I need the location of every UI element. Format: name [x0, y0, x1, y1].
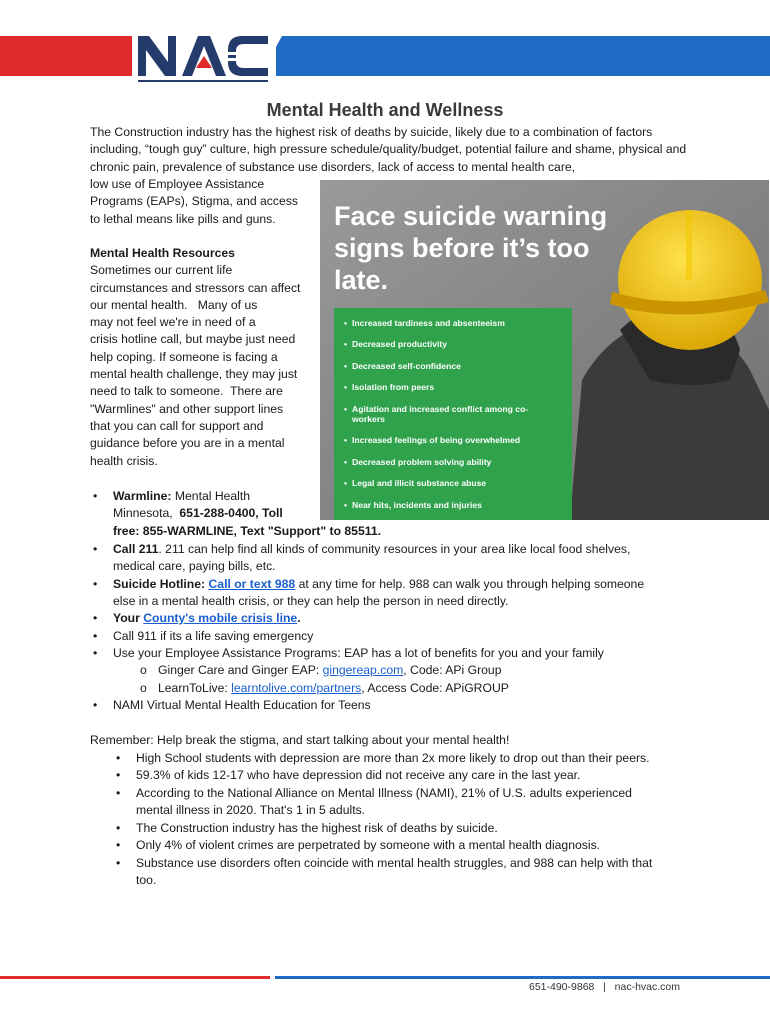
remember-heading: Remember: Help break the stigma, and start talking about your mental health!	[90, 733, 510, 747]
text-line: health crisis.	[90, 453, 158, 468]
footer-contact	[470, 981, 680, 993]
text: , Access Code: APiGROUP	[361, 681, 509, 695]
fact-item	[116, 855, 736, 890]
warning-sign-item: • Decreased productivity	[344, 339, 572, 349]
text-line: Sometimes our current life	[90, 263, 233, 278]
text: The Construction industry has the highest risk of deaths by suicide.	[136, 821, 498, 835]
warning-sign-item: • Increased tardiness and absenteeism	[344, 318, 572, 328]
poster-headline: Face suicide warning signs before it’s too late.	[334, 201, 608, 295]
bullet-icon: •	[116, 821, 121, 835]
bullet-icon: •	[93, 698, 98, 712]
page-title: Mental Health and Wellness	[266, 100, 504, 120]
fact-item	[116, 820, 736, 837]
warning-sign-item: • Decreased self-confidence	[344, 361, 572, 371]
text: According to the National Alliance on Mental Illness (NAMI), 21% of U.S. adults experienced	[136, 786, 632, 800]
circle-bullet-icon: o	[140, 663, 147, 677]
bullet-icon: •	[93, 629, 98, 643]
text: Your	[113, 611, 144, 625]
text: Call 911 if its a life saving emergency	[113, 629, 314, 643]
list-item-211	[93, 541, 713, 576]
text-line: that you can call for support and	[90, 418, 264, 433]
gingereap-link[interactable]: gingereap.com	[322, 663, 404, 677]
text: else in a mental health crisis, or they can help the person in need directly.	[113, 594, 509, 609]
text: mental illness in 2020. That's 1 in 5 adults.	[136, 803, 366, 818]
text-line: may not feel we're in need of a	[90, 315, 256, 330]
list-item-eap	[93, 645, 733, 662]
call-988-link[interactable]: Call or text 988	[208, 577, 296, 591]
text: High School students with depression are more than 2x more likely to drop out than their peers.	[136, 751, 650, 765]
text-line: help coping. If someone is facing a	[90, 349, 278, 364]
header-red-band	[0, 36, 150, 76]
fact-item	[116, 837, 736, 854]
text-line: guidance before you are in a mental	[90, 436, 285, 451]
fact-item	[116, 750, 736, 767]
list-item-911	[93, 628, 713, 645]
warning-sign-item: • Increased feelings of being overwhelmed	[344, 435, 572, 445]
resources-section	[90, 245, 322, 470]
text-line: need to talk to someone. There are	[90, 384, 283, 399]
text: Minnesota,	[113, 506, 180, 521]
text-line: mental health challenge, they may just	[90, 367, 298, 382]
bullet-icon: •	[93, 489, 98, 503]
hotline-label: Suicide Hotline:	[113, 577, 209, 591]
bullet-icon: •	[116, 856, 121, 870]
bullet-icon: •	[93, 611, 98, 625]
bullet-icon: •	[116, 838, 121, 852]
warmline-label: Warmline:	[113, 489, 172, 503]
text: too.	[136, 873, 157, 888]
warning-sign-item: • Decreased problem solving ability	[344, 457, 572, 467]
text-line: "Warmlines" and other support lines	[90, 401, 284, 416]
bullet-icon: •	[93, 646, 98, 660]
learntolive-link[interactable]: learntolive.com/partners	[231, 681, 362, 695]
text-line: crisis hotline call, but maybe just need	[90, 332, 296, 347]
list-item-learntolive	[140, 680, 718, 697]
warmline-tollfree: free: 855-WARMLINE, Text "Support" to 85511.	[113, 523, 381, 538]
list-item-hotline	[93, 576, 713, 611]
text: . 211 can help find all kinds of community resources in your area like local food shelves,	[158, 542, 631, 556]
text: at any time for help. 988 can walk you through helping someone	[295, 577, 645, 591]
text-line: our mental health. Many of us	[90, 297, 258, 312]
bullet-icon: •	[93, 577, 98, 591]
footer-blue-line	[275, 976, 770, 979]
warning-sign-item: • Legal and illicit substance abuse	[344, 478, 572, 488]
text-line: low use of Employee Assistance	[90, 177, 265, 191]
text: Ginger Care and Ginger EAP:	[158, 663, 323, 677]
nac-logo	[132, 28, 276, 86]
warning-sign-item: • Isolation from peers	[344, 382, 572, 392]
text-line: circumstances and stressors can affect	[90, 280, 301, 295]
text: medical care, paying bills, etc.	[113, 559, 276, 574]
warmline-phone: 651-288-0400, Toll	[179, 506, 283, 521]
bullet-icon: •	[116, 751, 121, 765]
header-blue-band	[282, 36, 770, 76]
intro-continued	[90, 176, 320, 228]
circle-bullet-icon: o	[140, 681, 147, 695]
footer-red-line	[0, 976, 270, 979]
list-item-county	[93, 610, 713, 627]
text-line: Programs (EAPs), Stigma, and access	[90, 194, 298, 209]
text: Use your Employee Assistance Programs: EAP has a lot of benefits for you and your family	[113, 646, 604, 660]
text: LearnToLive:	[158, 681, 232, 695]
footer-phone: 651-490-9868	[528, 981, 595, 993]
text: .	[297, 611, 301, 625]
bullet-icon: •	[116, 768, 121, 782]
text: Mental Health	[171, 489, 251, 503]
suicide-warning-poster	[320, 180, 769, 520]
list-item-ginger	[140, 662, 718, 679]
list-item-nami	[93, 697, 713, 714]
bullet-icon: •	[93, 542, 98, 556]
fact-item	[116, 767, 736, 784]
list-item-warmline	[93, 488, 713, 540]
intro-paragraph: The Construction industry has the highest risk of deaths by suicide, likely due to a combination of factors including, “tough guy” culture, high pressure schedule/quality/budget, potential failure and shame, physical and chronic pain, prevalence of substance use disorders, lack of access to mental health care,	[90, 125, 687, 174]
footer-website: nac-hvac.com	[614, 981, 680, 993]
text-line: to lethal means like pills and guns.	[90, 211, 276, 226]
bullet-icon: •	[116, 786, 121, 800]
text: NAMI Virtual Mental Health Education for Teens	[113, 698, 371, 712]
text: Only 4% of violent crimes are perpetrated by someone with a mental health diagnosis.	[136, 838, 601, 852]
text: Substance use disorders often coincide with mental health struggles, and 988 can help with that	[136, 856, 653, 870]
footer-separator: |	[603, 981, 606, 993]
resources-heading: Mental Health Resources	[90, 246, 235, 260]
call211-label: Call 211	[113, 542, 159, 556]
county-crisis-line-link[interactable]: County's mobile crisis line	[143, 611, 298, 625]
text: 59.3% of kids 12-17 who have depression did not receive any care in the last year.	[136, 768, 581, 782]
warning-sign-item: • Near hits, incidents and injuries	[344, 500, 572, 510]
warning-sign-item: • Agitation and increased conflict among co-workers	[344, 404, 532, 425]
fact-item	[116, 785, 736, 820]
text: , Code: APi Group	[403, 663, 502, 677]
